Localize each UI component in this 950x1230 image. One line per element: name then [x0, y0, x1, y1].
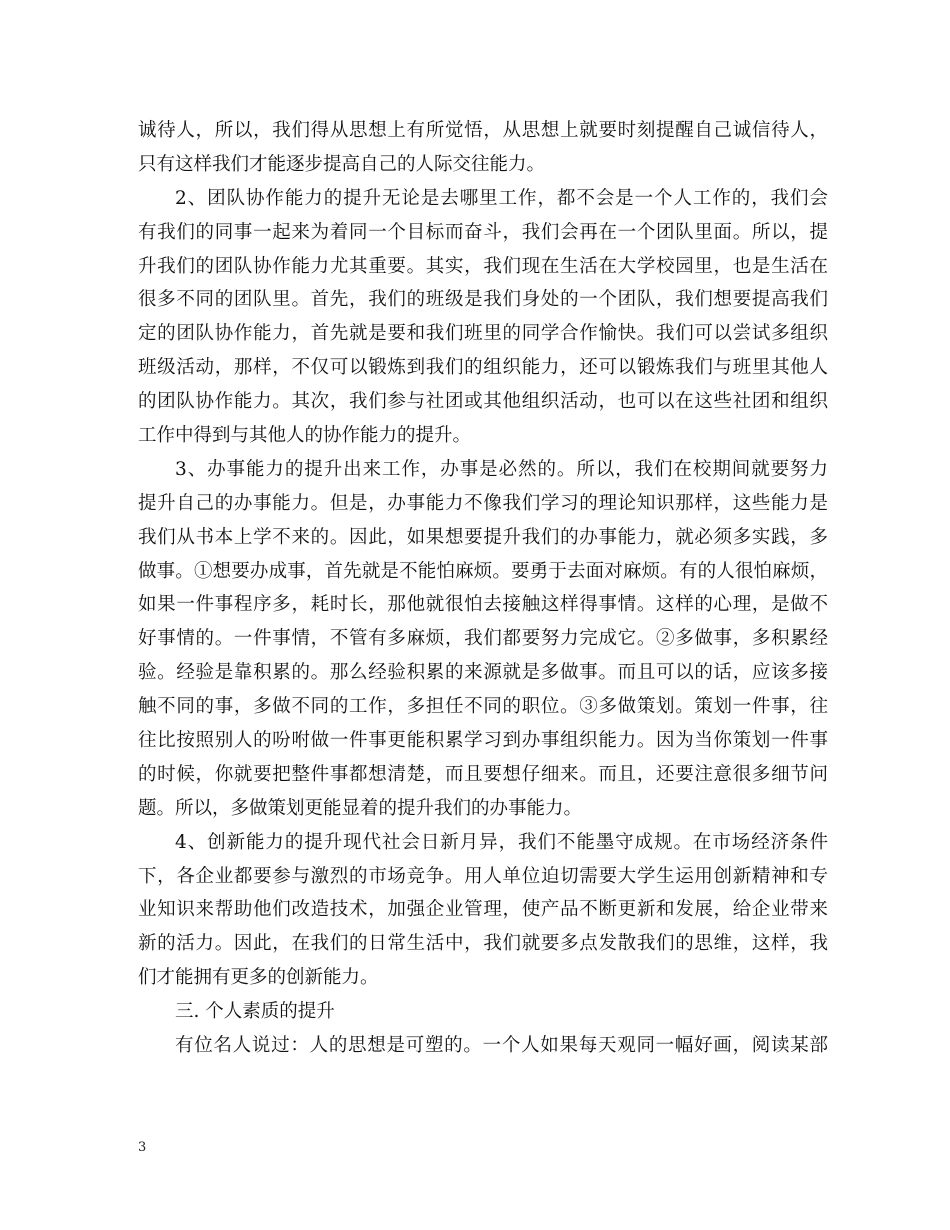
text-line: 升我们的团队协作能力尤其重要。其实，我们现在生活在大学校园里，也是生活在 — [138, 255, 828, 277]
text-line: 有我们的同事一起来为着同一个目标而奋斗，我们会再在一个团队里面。所以，提 — [138, 221, 828, 243]
text-line: 们才能拥有更多的创新能力。 — [138, 967, 379, 989]
section-heading: 三. 个人素质的提升 — [175, 1001, 335, 1023]
text-line: 工作中得到与其他人的协作能力的提升。 — [138, 425, 472, 447]
text-line: 提升自己的办事能力。但是，办事能力不像我们学习的理论知识那样，这些能力是 — [138, 492, 828, 514]
page-number: 3 — [138, 1140, 147, 1155]
text-line: 的团队协作能力。其次，我们参与社团或其他组织活动，也可以在这些社团和组织 — [138, 391, 828, 413]
section-heading-line: 3、办事能力的提升出来工作，办事是必然的。所以，我们在校期间就要努力 — [175, 458, 828, 480]
text-line: 定的团队协作能力，首先就是要和我们班里的同学合作愉快。我们可以尝试多组织 — [138, 323, 828, 345]
text-line: 业知识来帮助他们改造技术，加强企业管理，使产品不断更新和发展，给企业带来 — [138, 899, 828, 921]
text-line: 下，各企业都要参与激烈的市场竞争。用人单位迫切需要大学生运用创新精神和专 — [138, 865, 828, 887]
text-line: 的时候，你就要把整件事都想清楚，而且要想仔细来。而且，还要注意很多细节问 — [138, 763, 828, 785]
text-line: 做事。①想要办成事，首先就是不能怕麻烦。要勇于去面对麻烦。有的人很怕麻烦， — [138, 560, 828, 582]
text-line: 只有这样我们才能逐步提高自己的人际交往能力。 — [138, 153, 546, 175]
text-line: 触不同的事，多做不同的工作，多担任不同的职位。③多做策划。策划一件事，往 — [138, 696, 828, 718]
text-line: 如果一件事程序多，耗时长，那他就很怕去接触这样得事情。这样的心理，是做不 — [138, 594, 828, 616]
text-line: 验。经验是靠积累的。那么经验积累的来源就是多做事。而且可以的话，应该多接 — [138, 662, 828, 684]
document-body — [138, 114, 828, 1063]
text-line: 题。所以，多做策划更能显着的提升我们的办事能力。 — [138, 797, 583, 819]
section-heading-line: 4、创新能力的提升现代社会日新月异，我们不能墨守成规。在市场经济条件 — [175, 831, 828, 853]
text-line: 往比按照别人的吩咐做一件事更能积累学习到办事组织能力。因为当你策划一件事 — [138, 730, 828, 752]
text-line: 很多不同的团队里。首先，我们的班级是我们身处的一个团队，我们想要提高我们 — [138, 289, 828, 311]
section-heading-line: 2、团队协作能力的提升无论是去哪里工作，都不会是一个人工作的，我们会 — [175, 187, 828, 209]
text-line: 新的活力。因此，在我们的日常生活中，我们就要多点发散我们的思维，这样，我 — [138, 933, 828, 955]
text-line: 我们从书本上学不来的。因此，如果想要提升我们的办事能力，就必须多实践，多 — [138, 526, 828, 548]
text-line: 好事情的。一件事情，不管有多麻烦，我们都要努力完成它。②多做事，多积累经 — [138, 628, 828, 650]
text-line: 有位名人说过：人的思想是可塑的。一个人如果每天观同一幅好画，阅读某部 — [175, 1035, 828, 1057]
text-line: 诚待人，所以，我们得从思想上有所觉悟，从思想上就要时刻提醒自己诚信待人， — [138, 120, 828, 141]
text-line: 班级活动，那样，不仅可以锻炼到我们的组织能力，还可以锻炼我们与班里其他人 — [138, 357, 828, 379]
